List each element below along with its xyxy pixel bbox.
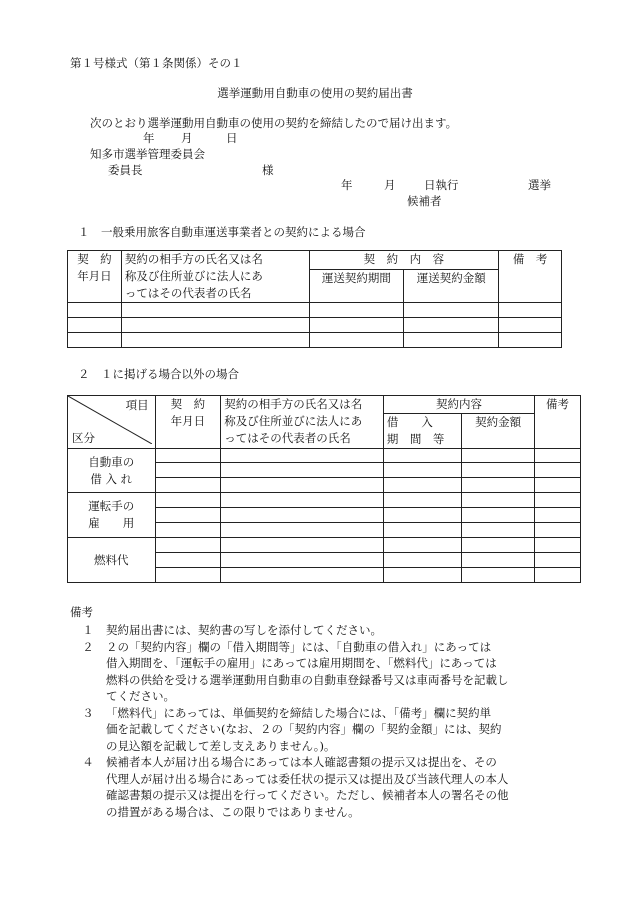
group-label-fuel: 燃料代	[68, 538, 156, 583]
note-item: ３ 「燃料代」にあっては、単価契約を締結した場合には、「備考」欄に契約単 価を記載してください(なお、２の「契約内容」欄の「契約金額」には、契約 の見込額を記載して差し支えありません。)。	[82, 705, 502, 753]
addressee-org: 知多市選挙管理委員会	[90, 147, 205, 161]
s2-contract-header: 契約内容	[383, 396, 534, 414]
document-title: 選挙運動用自動車の使用の契約届出書	[217, 86, 413, 100]
s2-period-header: 借 入 期 間 等	[383, 414, 461, 449]
section1-heading: １ 一般乗用旅客自動車運送事業者との契約による場合	[78, 225, 366, 239]
group-label-car-rental: 自動車の 借 入 れ	[68, 449, 156, 493]
s2-remarks-header: 備考	[535, 396, 581, 449]
addressee-role: 委員長	[108, 163, 143, 177]
s1-remarks-header: 備 考	[499, 251, 562, 303]
s1-amount-header: 運送契約金額	[404, 269, 499, 302]
notes-list	[70, 622, 575, 820]
notes-heading: 備考	[70, 605, 93, 619]
section2-table	[67, 395, 581, 583]
election-day: 日執行	[424, 178, 459, 192]
election-year: 年	[341, 178, 353, 192]
table-row	[68, 303, 562, 318]
s2-date-header: 契 約 年月日	[155, 396, 221, 449]
date-year: 年	[143, 131, 155, 145]
s2-category-label: 区分	[72, 431, 95, 445]
note-item: １ 契約届出書には、契約書の写しを添付してください。	[82, 623, 382, 637]
addressee-honorific: 様	[262, 163, 274, 177]
date-month: 月	[181, 131, 193, 145]
table-row	[68, 449, 581, 463]
intro-text: 次のとおり選挙運動用自動車の使用の契約を締結したので届け出ます。	[90, 116, 458, 130]
s2-amount-header: 契約金額	[462, 414, 535, 449]
election-month: 月	[384, 178, 396, 192]
s1-party-header: 契約の相手方の氏名又は名 称及び住所並びに法人にあ ってはその代表者の氏名	[121, 251, 309, 303]
s2-item-label: 項目	[125, 398, 149, 412]
form-label: 第１号様式（第１条関係）その１	[70, 56, 243, 70]
s2-party-header: 契約の相手方の氏名又は名 称及び住所並びに法人にあ ってはその代表者の氏名	[221, 396, 384, 449]
s1-contract-header: 契 約 内 容	[309, 251, 499, 270]
table-row	[68, 333, 562, 348]
s1-period-header: 運送契約期間	[309, 269, 404, 302]
group-label-driver-hire: 運転手の 雇 用	[68, 493, 156, 538]
note-item: ４ 候補者本人が届け出る場合にあっては本人確認書類の提示又は提出を、その 代理人が届け出る場合にあっては委任状の提示又は提出及び当該代理人の本人 確認書類の提示又は提出を行ってください。ただし、候補者本人の署名その他 の措置がある場合は、この限りではありません。	[82, 755, 509, 819]
table-row	[68, 318, 562, 333]
section2-heading: ２ １に掲げる場合以外の場合	[78, 367, 239, 381]
table-row	[68, 493, 581, 508]
section1-table	[67, 250, 562, 348]
candidate-label: 候補者	[407, 194, 442, 208]
election-kind: 選挙	[528, 178, 551, 192]
note-item: ２ ２の「契約内容」欄の「借入期間等」には、「自動車の借入れ」にあっては 借入期間を、「運転手の雇用」にあっては雇用期間を、「燃料代」にあっては 燃料の供給を受ける選挙運動用自動車の自動車登録番号又は車両番号を記載し てください。	[82, 639, 509, 703]
s2-item-category-header	[68, 396, 156, 449]
table-row	[68, 538, 581, 553]
s1-date-header: 契 約 年月日	[68, 251, 122, 303]
date-day: 日	[226, 131, 238, 145]
